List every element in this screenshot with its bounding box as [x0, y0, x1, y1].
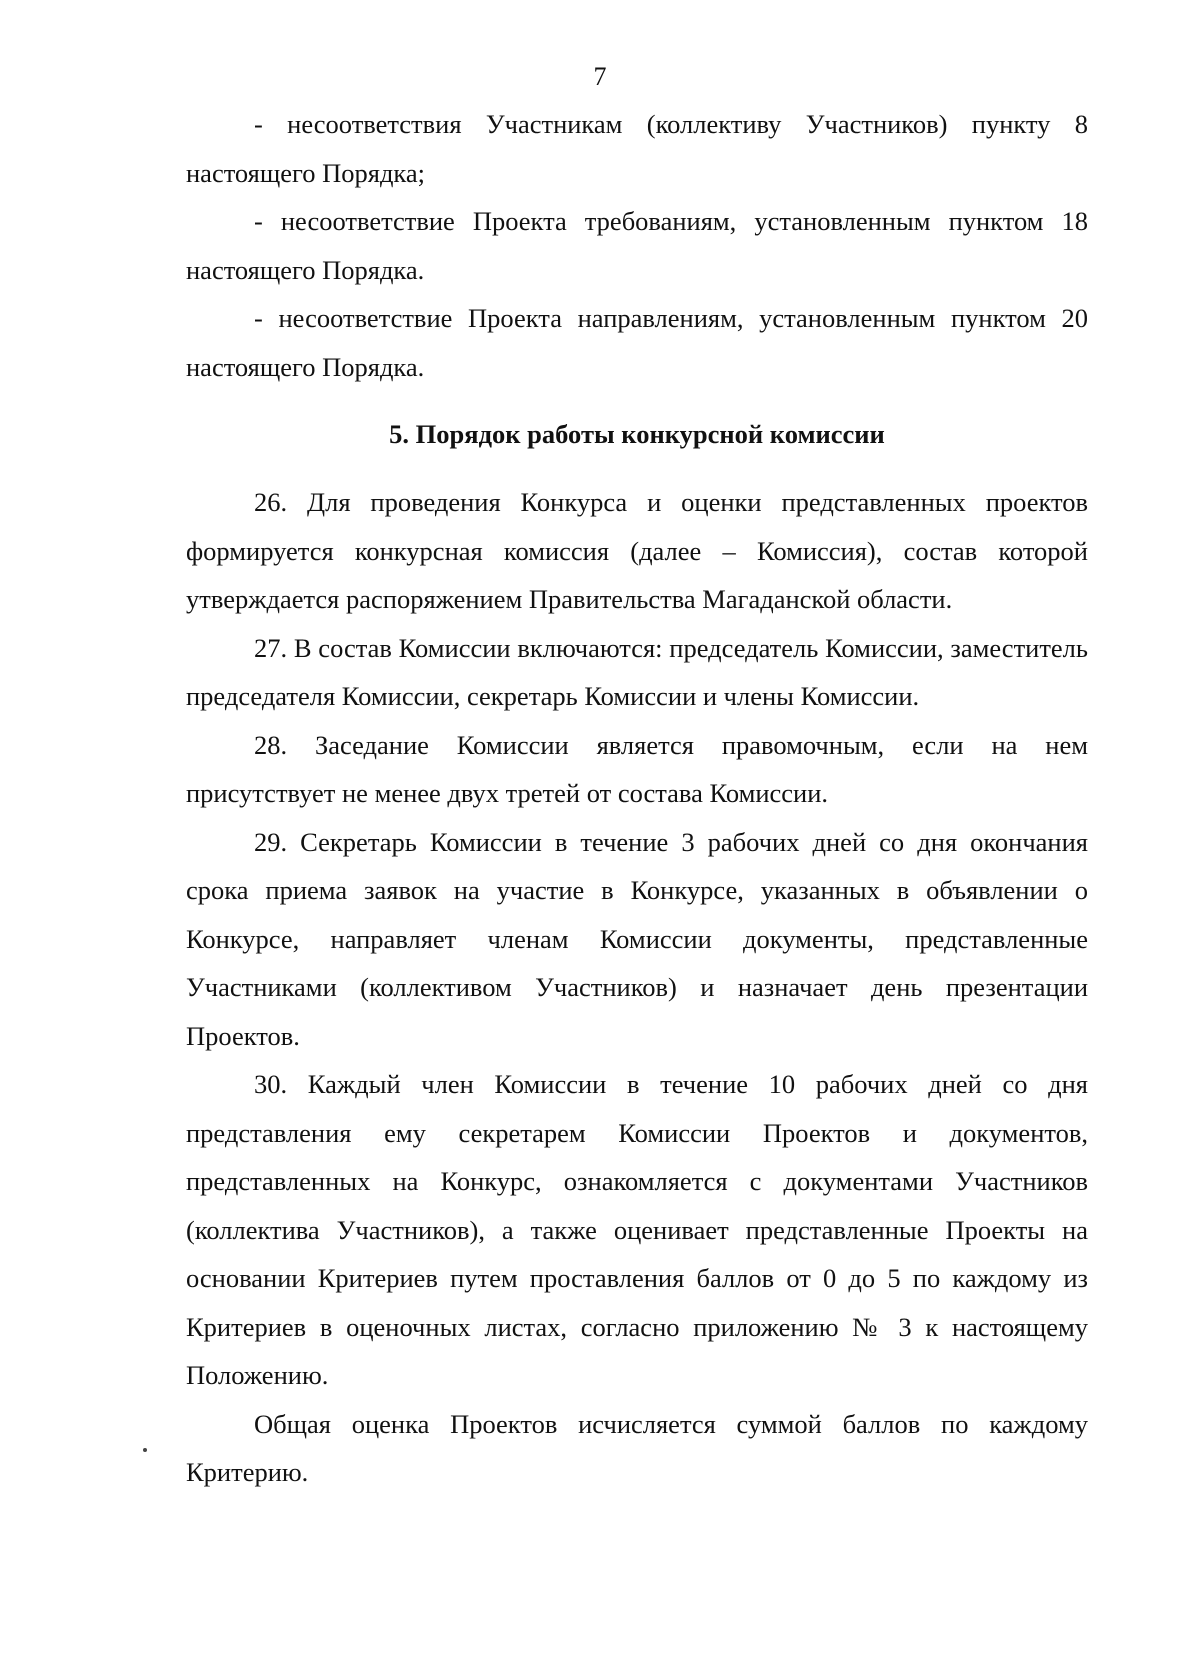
paragraph-28: 28. Заседание Комиссии является правомочным, если на нем присутствует не менее двух третей от состава Комиссии. [186, 729, 1088, 808]
section-heading-block [186, 410, 1088, 459]
section-heading: 5. Порядок работы конкурсной комиссии [389, 419, 885, 449]
list-item: - несоответствия Участникам (коллективу Участников) пункту 8 настоящего Порядка; [186, 109, 1088, 188]
paragraph-total-score: Общая оценка Проектов исчисляется суммой баллов по каждому Критерию. [186, 1408, 1088, 1487]
list-item: - несоответствие Проекта требованиям, установленным пунктом 18 настоящего Порядка. [186, 206, 1088, 285]
page-number: 7 [593, 62, 607, 91]
list-block [186, 100, 1088, 391]
list-item: - несоответствие Проекта направлениям, установленным пунктом 20 настоящего Порядка. [186, 303, 1088, 382]
paragraph-27: 27. В состав Комиссии включаются: председатель Комиссии, заместитель председателя Комиссии, секретарь Комиссии и члены Комиссии. [186, 632, 1088, 711]
section-body [186, 478, 1088, 1497]
scan-speck [143, 1448, 147, 1452]
paragraph-26: 26. Для проведения Конкурса и оценки представленных проектов формируется конкурсная комиссия (далее – Комиссия), состав которой утверждается распоряжением Правительства Магаданской области. [186, 487, 1088, 614]
paragraph-30: 30. Каждый член Комиссии в течение 10 рабочих дней со дня представления ему секретарем Комиссии Проектов и документов, представленных на Конкурс, ознакомляется с документами Участников (коллектива Участников), а также оценивает представленные Проекты на основании Критериев путем проставления баллов от 0 до 5 по каждому из Критериев в оценочных листах, согласно приложению № 3 к настоящему Положению. [186, 1069, 1088, 1390]
paragraph-29: 29. Секретарь Комиссии в течение 3 рабочих дней со дня окончания срока приема заявок на участие в Конкурсе, указанных в объявлении о Конкурсе, направляет членам Комиссии документы, представленные Участниками (коллективом Участников) и назначает день презентации Проектов. [186, 826, 1088, 1051]
